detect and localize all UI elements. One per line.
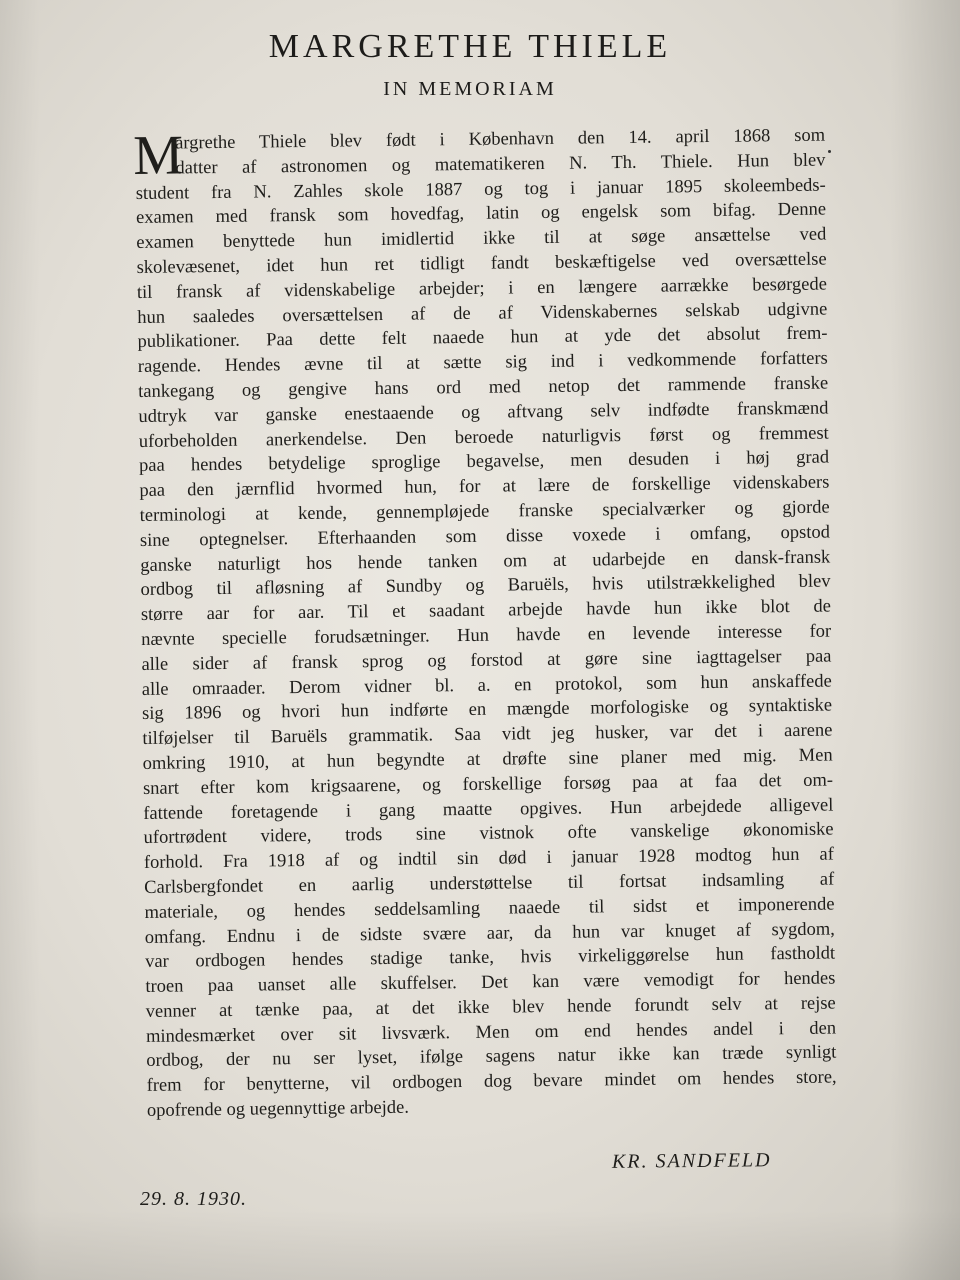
text-line: examen med fransk som hovedfag, latin og engelsk som bifag. Denne [135, 199, 827, 229]
text-line: omkring 1910, at hun begyndte at drøfte sine planer med mig. Men [142, 745, 833, 774]
text-line: fattende foretagende i gang maatte opgives. Hun arbejdede alligevel [143, 795, 834, 824]
text-line: ordbog til afløsning af Sundby og Baruëls, hvis utilstrækkelighed blev [140, 571, 831, 601]
text-line: terminologi at kende, gennempløjede franske specialværker og gjorde [139, 497, 830, 526]
text-line: Carlsbergfondet en aarlig understøttelse til fortsat indsamling af [144, 869, 835, 898]
page-subtitle: IN MEMORIAM [383, 78, 557, 100]
print-speck [828, 150, 831, 153]
text-line: sine optegnelser. Efterhaanden som disse voxede i omfang, opstod [139, 522, 831, 551]
page-shadow-left [0, 0, 40, 1280]
text-line: uforbeholden anerkendelse. Den beroede naturligvis først og fremmest [138, 423, 829, 452]
text-line: opofrende og uegennyttige arbejde. [146, 1097, 410, 1122]
text-line: udtryk var ganske enestaaende og aftvang selv indfødte franskmænd [138, 398, 829, 427]
text-line: alle sider af fransk sprog og forstod at gøre sine iagttagelser paa [141, 646, 832, 675]
page-shadow-bottom [0, 1210, 960, 1280]
drop-cap: M [132, 124, 184, 188]
memorial-text [132, 124, 837, 1124]
text-line: nævnte specielle forudsætninger. Hun havde en levende interesse for [141, 621, 832, 650]
text-line: paa den jærnflid hvormed hun, for at lære de forskellige videnskabers [139, 472, 830, 502]
text-line: omfang. Endnu i de sidste svære aar, da hun var knuget af sygdom, [144, 919, 835, 948]
author-signature: KR. SANDFELD [611, 1149, 772, 1173]
text-line: forhold. Fra 1918 af og indtil sin død i januar 1928 modtog hun af [143, 844, 835, 874]
text-line: snart efter kom krigsaarene, og forskellige forsøg paa at faa det om- [142, 770, 834, 799]
text-line: frem for benytterne, vil ordbogen dog bevare mindet om hendes store, [146, 1067, 837, 1097]
text-line: ufortrødent videre, trods sine vistnok ofte vanskelige økonomiske [143, 819, 834, 849]
text-line: tilføjelser til Baruëls grammatik. Saa vidt jeg husker, var det i aarene [142, 720, 833, 750]
text-line: mindesmærket over sit livsværk. Men om end hendes andel i den [145, 1018, 837, 1047]
text-line: publikationer. Paa dette felt naaede hun at yde det absolut frem- [137, 323, 828, 353]
text-line: sig 1896 og hvori hun indførte en mængde morfologiske og syntaktiske [141, 695, 833, 725]
page-title: MARGRETHE THIELE [268, 28, 672, 65]
text-line: datter af astronomen og matematikeren N. Th. Thiele. Hun blev [175, 150, 826, 179]
text-line: ordbog, der nu ser lyset, ifølge sagens natur ikke kan træde synligt [146, 1042, 837, 1072]
text-line: til fransk af videnskabelige arbejder; i en længere aarrække besørgede [136, 274, 828, 303]
text-line: ganske naturligt hos hende tanken om at udarbejde en dansk-fransk [140, 547, 831, 576]
text-line: alle omraader. Derom vidner bl. a. en protokol, som hun anskaffede [141, 671, 832, 700]
text-line: større aar for aar. Til et saadant arbejde havde hun ikke blot de [140, 596, 831, 626]
text-line: ragende. Hendes ævne til at sætte sig ind i vedkommende forfatters [137, 348, 828, 378]
date-line: 29. 8. 1930. [140, 1188, 247, 1210]
text-line: hun saaledes oversættelsen af de af Videnskabernes selskab udgivne [137, 299, 828, 328]
text-line: tankegang og gengive hans ord med netop det rammende franske [138, 373, 829, 402]
text-line: var ordbogen hendes stadige tanke, hvis virkeliggørelse hun fastholdt [145, 943, 836, 973]
page-shadow-right [890, 0, 960, 1280]
text-line: student fra N. Zahles skole 1887 og tog i januar 1895 skoleembeds- [135, 175, 826, 204]
text-line: materiale, og hendes seddelsamling naaede til sidst et imponerende [144, 894, 835, 923]
text-line: paa hendes betydelige sproglige begavelse, men desuden i høj grad [138, 447, 830, 477]
text-line: venner at tænke paa, at det ikke blev hende forundt selv at rejse [145, 993, 836, 1022]
text-line: troen paa uanset alle skuffelser. Det kan være vemodigt for hendes [145, 968, 836, 998]
text-line: skolevæsenet, idet hun ret tidligt fandt beskæftigelse ved oversættelse [136, 249, 827, 278]
text-line: argrethe Thiele blev født i København den 14. april 1868 som [175, 125, 826, 154]
text-line: examen benyttede hun imidlertid ikke til at søge ansættelse ved [136, 224, 827, 254]
